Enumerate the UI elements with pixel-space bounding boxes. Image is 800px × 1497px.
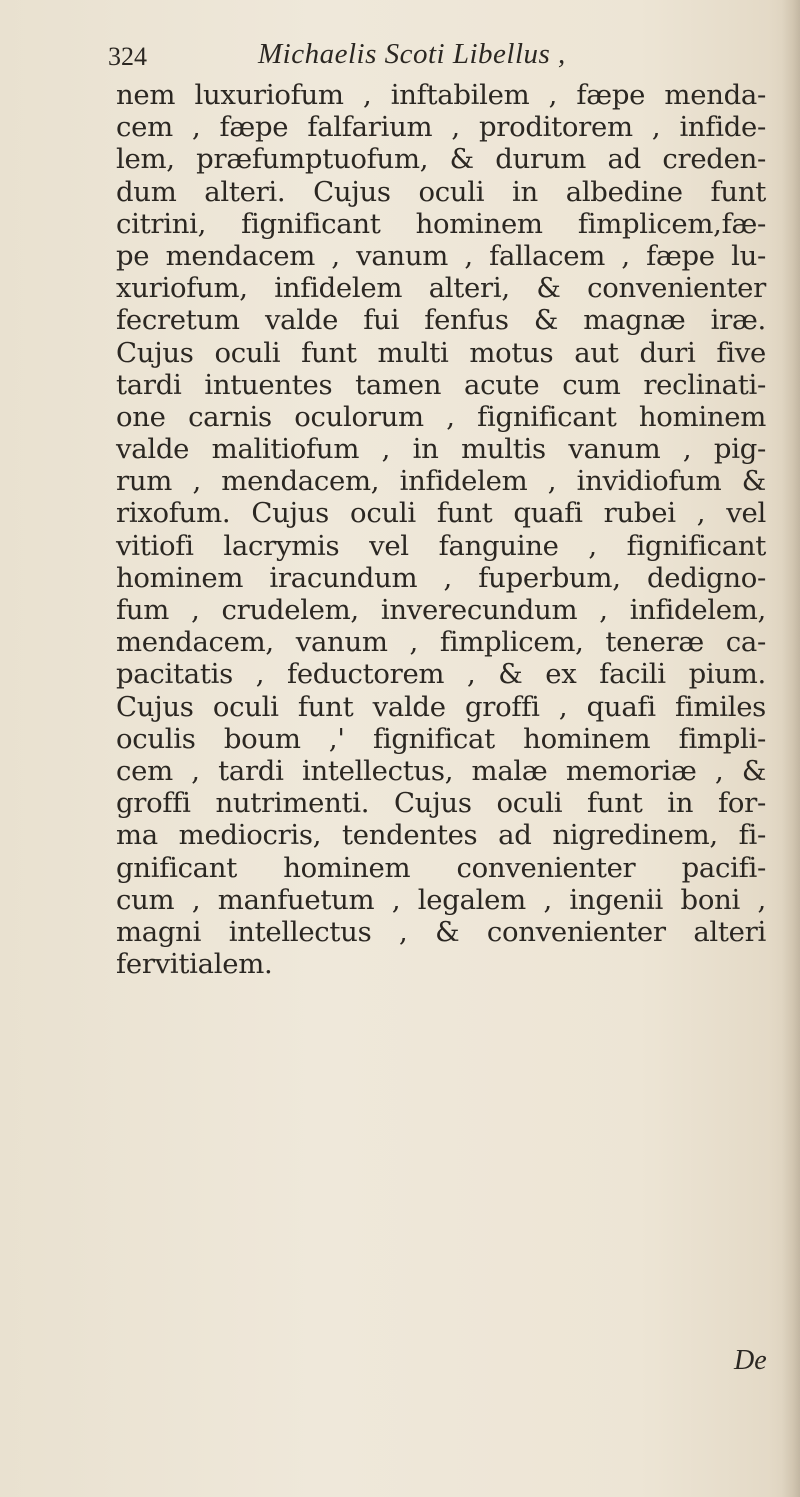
text-line: ma mediocris, tendentes ad nigredinem, fi- [116,819,766,852]
text-line: one carnis oculorum , fignificant hominem [116,400,766,433]
text-line: lem, præfumptuofum, & durum ad creden- [116,143,766,176]
text-line: tardi intuentes tamen acute cum reclinati- [116,368,766,401]
text-line: cem , fæpe falfarium , proditorem , infide- [116,111,766,144]
text-line: fecretum valde fui fenfus & magnæ iræ. [116,304,766,337]
text-line: Cujus oculi funt multi motus aut duri five [116,336,766,369]
text-line: mendacem, vanum , fimplicem, teneræ ca- [116,626,766,659]
text-line: cum , manfuetum , legalem , ingenii boni , [116,883,766,916]
text-line: magni intellectus , & convenienter alteri [116,915,766,948]
text-line: nem luxuriofum , inftabilem , fæpe menda- [116,79,766,111]
text-line: cem , tardi intellectus, malæ memoriæ , & [116,754,766,787]
text-line: rum , mendacem, infidelem , invidiofum & [116,465,766,498]
text-line: dum alteri. Cujus oculi in albedine funt [116,175,766,208]
text-line: fervitialem. [116,948,273,981]
text-line: hominem iracundum , fuperbum, dedigno- [116,561,766,594]
text-line: pacitatis , feductorem , & ex facili pium. [116,658,766,691]
text-line: citrini, fignificant hominem fimplicem,fæ- [116,207,766,240]
text-line: valde malitiofum , in multis vanum , pig- [116,433,766,466]
page-number: 324 [108,42,147,71]
page-header [108,38,668,78]
body-text [116,79,778,980]
text-line: groffi nutrimenti. Cujus oculi funt in for- [116,787,766,820]
text-line: fum , crudelem, inverecundum , infidelem, [116,594,766,626]
running-head: Michaelis Scoti Libellus , [258,38,566,70]
text-line: xuriofum, infidelem alteri, & convenienter [116,272,766,305]
text-line: pe mendacem , vanum , fallacem , fæpe lu- [116,239,766,272]
text-line: gnificant hominem convenienter pacifi- [116,851,766,884]
text-line: Cujus oculi funt valde groffi , quafi fimiles [116,690,766,723]
text-line: oculis boum ,' fignificat hominem fimpli- [116,722,766,755]
page-edge-shadow [782,0,800,1497]
text-line: rixofum. Cujus oculi funt quafi rubei , vel [116,497,766,530]
text-line: vitiofi lacrymis vel fanguine , fignificant [116,529,766,562]
catchword: De [734,1345,767,1376]
